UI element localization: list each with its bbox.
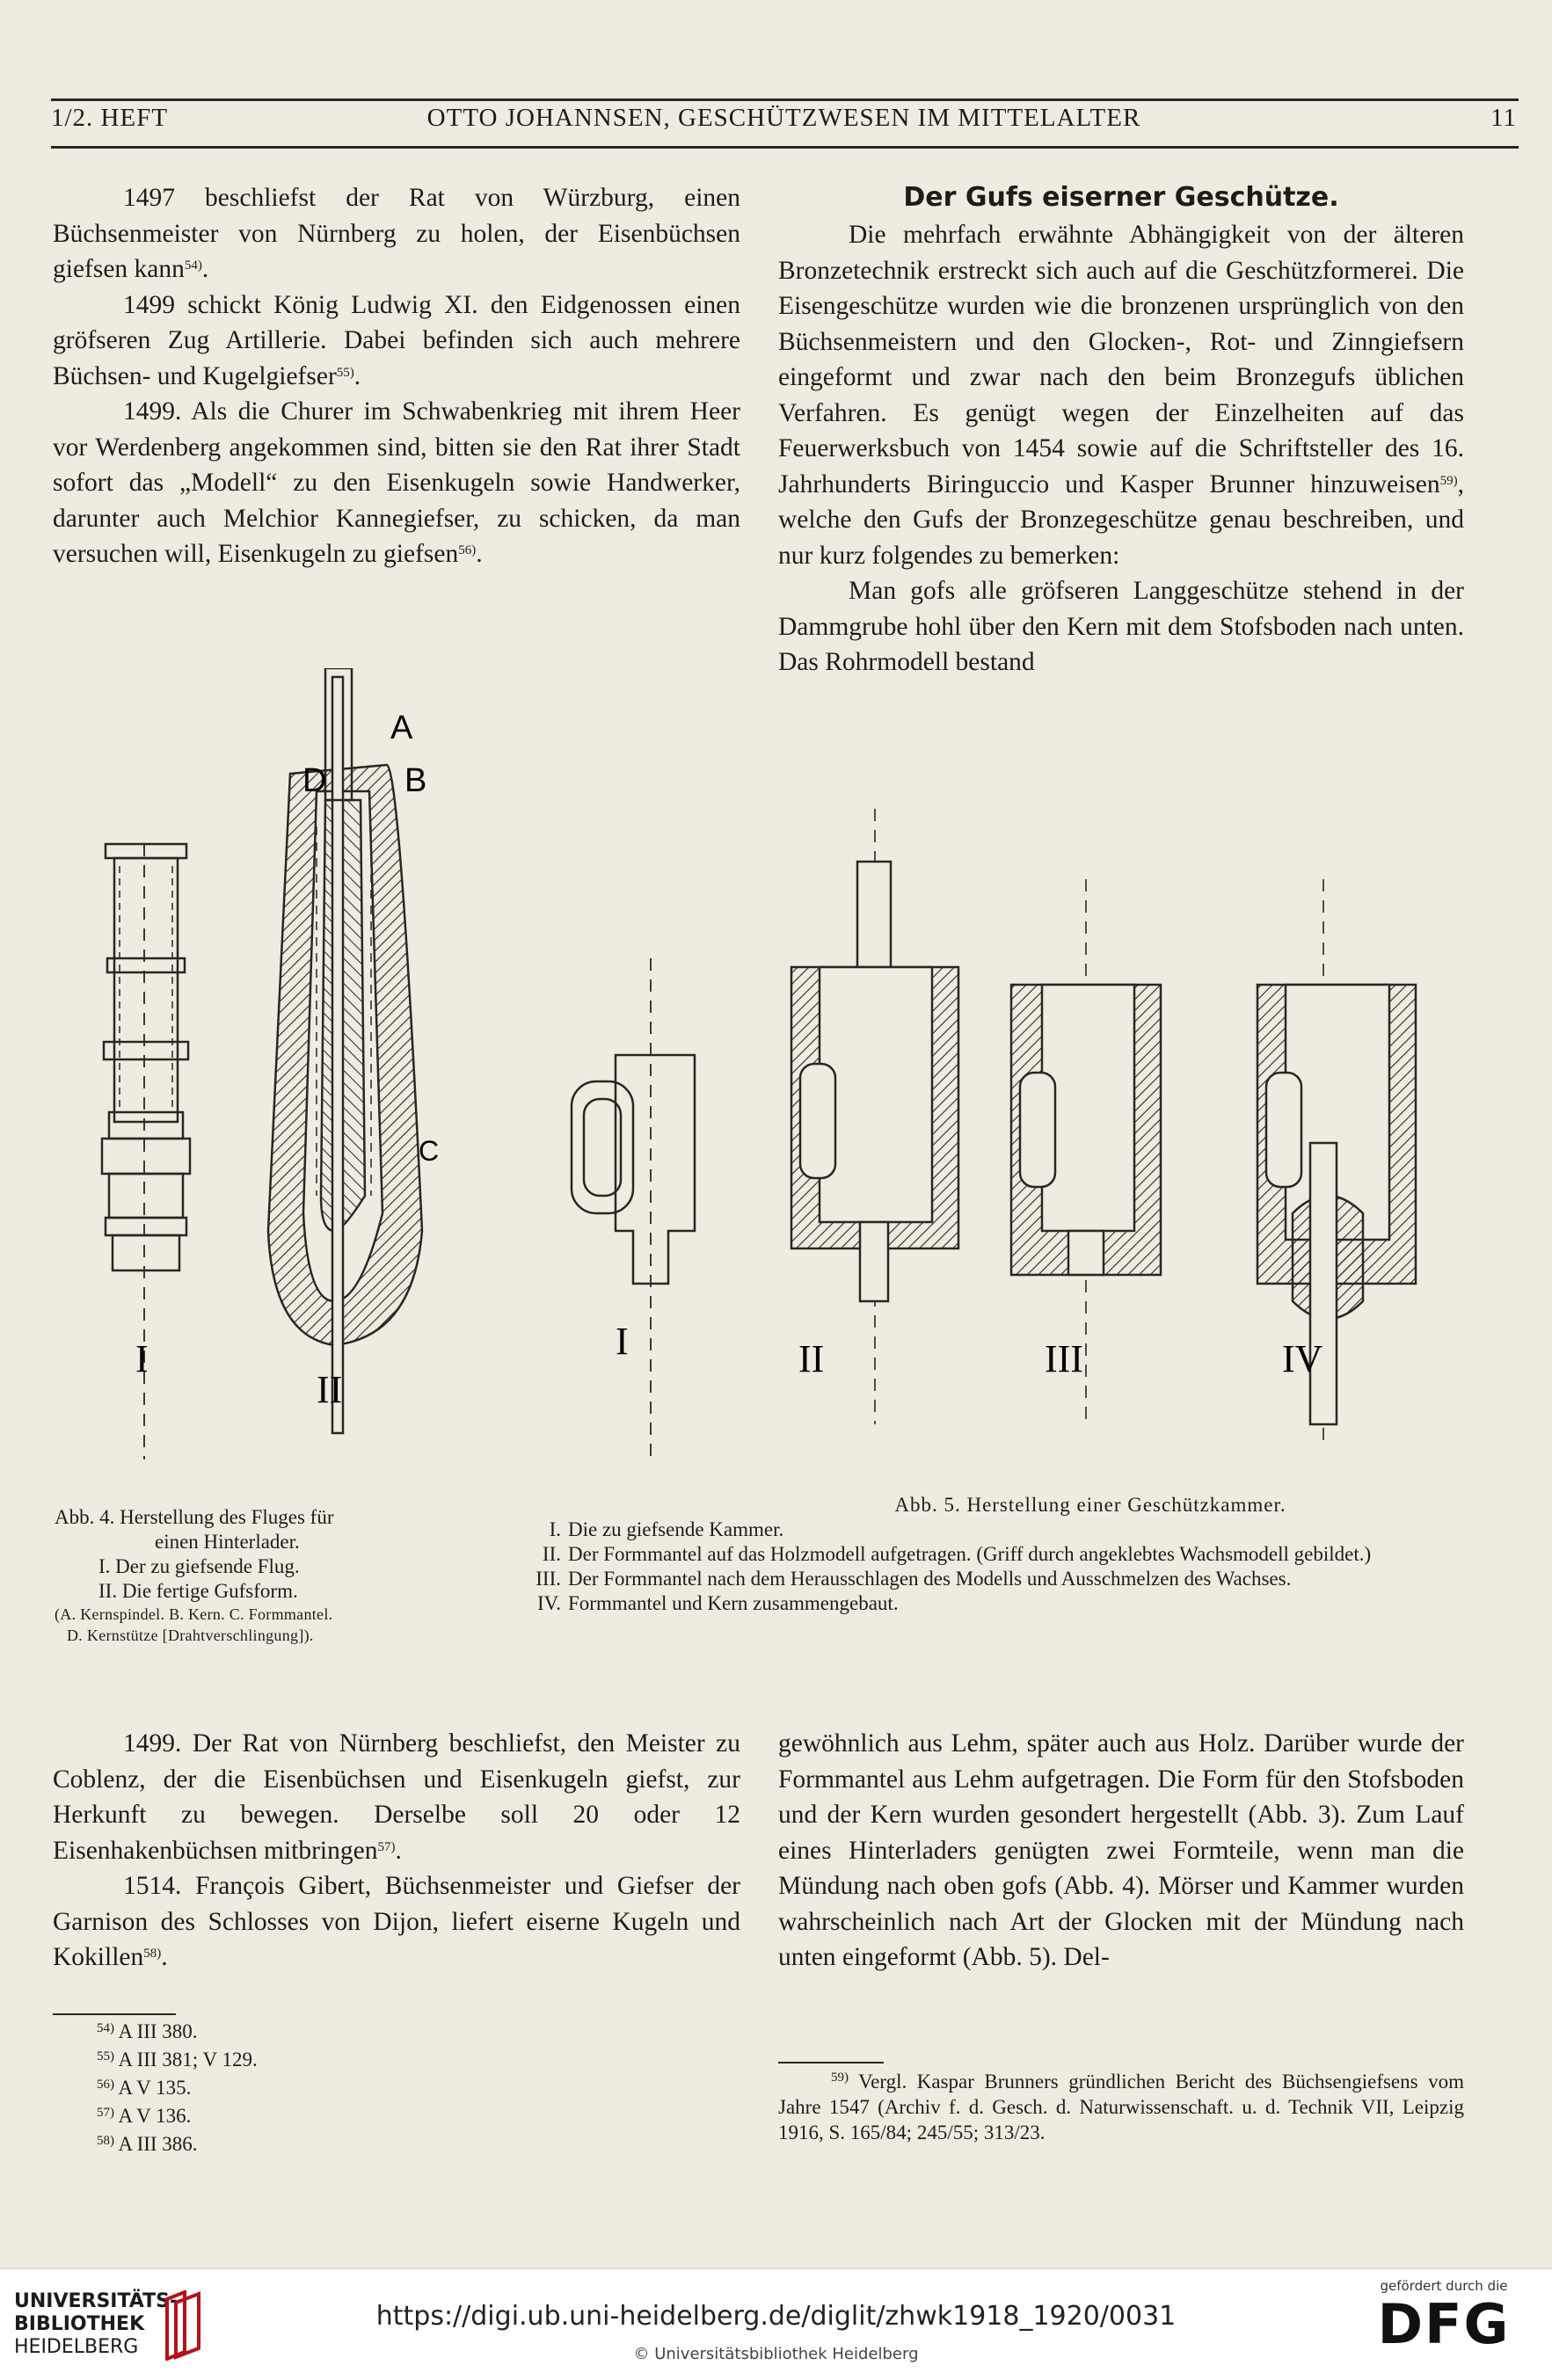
footnote: $^{58)}$ A III 386. xyxy=(97,2133,198,2155)
viewer-footer-bar xyxy=(0,2268,1552,2380)
figure-4-caption: Abb. 4. Herstellung des Fluges für einen Hinterlader. I. Der zu giefsende Flug. II. Die fertige Gufsform. (A. Kernspindel. B. Kern. C. Formmantel. D. Kernstütze [Drahtverschlingung]). xyxy=(55,1506,334,1644)
fig4-label-C: C xyxy=(419,1135,440,1167)
footnote: $^{56)}$ A V 135. xyxy=(97,2077,192,2099)
figure-4-drawing xyxy=(53,668,774,1495)
paragraph-1514: 1514. François Gibert, Büchsenmeister und Giefser der Garnison des Schlosses von Dijon, liefert eiserne Kugeln und Kokillen$^{58)}$. xyxy=(53,1872,740,1971)
fig5-mould-IV xyxy=(1257,879,1416,1442)
running-head xyxy=(51,104,1517,139)
paragraph-1497: 1497 beschliefst der Rat von Würzburg, einen Büchsenmeister von Nürnberg zu holen, der Eisenbüchsen giefsen kann$^{54)}$. xyxy=(53,184,740,283)
footnote: $^{59)}$ Vergl. Kaspar Brunners gründlichen Bericht des Büchsengiefsens vom Jahre 1547 (Archiv f. d. Gesch. d. Naturwissenschaft. u. d. Technik VII, Leipzig 1916, S. 165/84; 245/55; 313/23. xyxy=(778,2071,1464,2143)
fig5-label-IV: IV xyxy=(1282,1337,1323,1380)
fig5-label-III: III xyxy=(1045,1337,1083,1380)
paragraph-1499-churer: 1499. Als die Churer im Schwabenkrieg mit ihrem Heer vor Werdenberg angekommen sind, bitten sie den Rat ihrer Stadt sofort das „Modell“ zu den Eisenkugeln sowie Handwerker, darunter auch Melchior Kannegiefser, zu schicken, da man versuchen will, Eisenkugeln zu giefsen$^{56)}$. xyxy=(53,397,740,568)
footnote-rule-left xyxy=(53,2013,176,2015)
fig4-label-A: A xyxy=(390,710,413,746)
left-column-bottom xyxy=(53,1726,740,1976)
header-bottom-rule xyxy=(51,146,1519,149)
permalink-url[interactable]: https://digi.ub.uni-heidelberg.de/diglit/zhwk1918_1920/0031 xyxy=(375,2301,1177,2332)
header-title: OTTO JOHANNSEN, GESCHÜTZWESEN IM MITTELALTER xyxy=(426,104,1141,132)
paragraph-1499-ludwig: 1499 schickt König Ludwig XI. den Eidgenossen einen gröfseren Zug Artillerie. Dabei befinden sich auch mehrere Büchsen- und Kugelgiefser$^{55)}$. xyxy=(53,290,740,390)
copyright-notice: © Universitätsbibliothek Heidelberg xyxy=(633,2345,919,2363)
figure-5 xyxy=(765,809,1486,1459)
dfg-logo: gefördert durch die DFG xyxy=(1377,2278,1511,2356)
fig5-caption-item: I. Die zu giefsende Kammer. xyxy=(549,1518,784,1540)
fig4-label-D: D xyxy=(302,762,327,799)
footnote-rule-right xyxy=(778,2062,884,2063)
library-logo-text: UNIVERSITÄTS- BIBLIOTHEK HEIDELBERG xyxy=(14,2290,179,2358)
figure-5-drawing xyxy=(765,809,1486,1459)
paragraph-casting: Man gofs alle gröfseren Langgeschütze stehend in der Dammgrube hohl über den Kern mit dem Stofsboden nach unten. Das Rohrmodell bestand xyxy=(778,577,1464,676)
fig5-mould-II xyxy=(791,809,958,1424)
footnote: $^{55)}$ A III 381; V 129. xyxy=(97,2049,258,2071)
header-top-rule xyxy=(51,98,1519,101)
fig4-label-II: II xyxy=(317,1368,343,1411)
fig5-label-II: II xyxy=(798,1337,825,1380)
fig4-label-I-right: I xyxy=(616,1320,629,1363)
fig4-label-B: B xyxy=(404,762,427,799)
fig4-mould-section xyxy=(268,668,422,1433)
fig5-caption-item: II. Der Formmantel auf das Holzmodell aufgetragen. (Griff durch angeklebtes Wachsmodell gebildet.) xyxy=(542,1543,1372,1565)
section-title: Der Gufs eiserner Geschütze. xyxy=(903,182,1339,213)
fig5-caption-item: IV. Formmantel und Kern zusammengebaut. xyxy=(536,1592,899,1614)
footnote: $^{57)}$ A V 136. xyxy=(97,2105,192,2127)
page-number: 11 xyxy=(1490,104,1517,132)
paragraph-1499-nuernberg: 1499. Der Rat von Nürnberg beschliefst, den Meister zu Coblenz, der die Eisenbüchsen und Eisenkugeln giefst, zur Herkunft zu bewegen. Derselbe soll 20 oder 12 Eisenhakenbüchsen mitbringen$^{57)}$. xyxy=(53,1729,740,1865)
fig5-caption-item: III. Der Formmantel nach dem Herausschlagen des Modells und Ausschmelzen des Wachses. xyxy=(536,1568,1292,1590)
right-column-bottom xyxy=(778,1726,1464,1976)
footnotes-right xyxy=(778,2069,1464,2145)
figure-5-caption: Abb. 5. Herstellung einer Geschützkammer. I. Die zu giefsende Kammer. II. Der Formmantel auf das Holzmodell aufgetragen. (Griff durch angeklebtes Wachsmodell gebildet.) III. Der Formmantel nach dem Herausschlagen des Modells und Ausschmelzen des Wachses. IV. Formmantel und Kern zusammengebaut. xyxy=(519,1493,1468,1616)
footnotes-left xyxy=(97,2018,258,2158)
left-column-top xyxy=(53,180,740,572)
figure-4 xyxy=(53,668,774,1495)
right-column-top xyxy=(778,180,1464,681)
paragraph-continued: gewöhnlich aus Lehm, später auch aus Holz. Darüber wurde der Formmantel aus Lehm aufgetragen. Die Form für den Stofsboden und der Kern wurden gesondert hergestellt (Abb. 3). Zum Lauf eines Hinterladers genügten zwei Formteile, wenn man die Mündung nach oben gofs (Abb. 4). Mörser und Kammer wurden wahrscheinlich nach Art der Glocken mit der Mündung nach unten eingeformt (Abb. 5). Del- xyxy=(778,1729,1464,1971)
fig4-label-I-left: I xyxy=(135,1337,149,1380)
header-issue: 1/2. HEFT xyxy=(51,104,169,132)
paragraph-bronze: Die mehrfach erwähnte Abhängigkeit von der älteren Bronzetechnik erstreckt sich auch auf die Geschützformerei. Die Eisengeschütze wurden wie die bronzenen ursprünglich von den Büchsenmeistern und den Glocken-, Rot- und Zinngiefsern eingeformt und zwar nach den beim Bronzegufs üblichen Verfahren. Es genügt wegen der Einzelheiten auf das Feuerwerksbuch von 1454 sowie auf die Schriftsteller des 16. Jahrhunderts Biringuccio und Kasper Brunner hinzuweisen$^{59)}$, welche den Gufs der Bronzegeschütze genau beschreiben, und nur kurz folgendes zu bemerken: xyxy=(778,221,1464,570)
fig5-mould-III xyxy=(1011,879,1161,1424)
fig4-breech-piece xyxy=(572,958,695,1459)
footnote: $^{54)}$ A III 380. xyxy=(97,2020,198,2042)
